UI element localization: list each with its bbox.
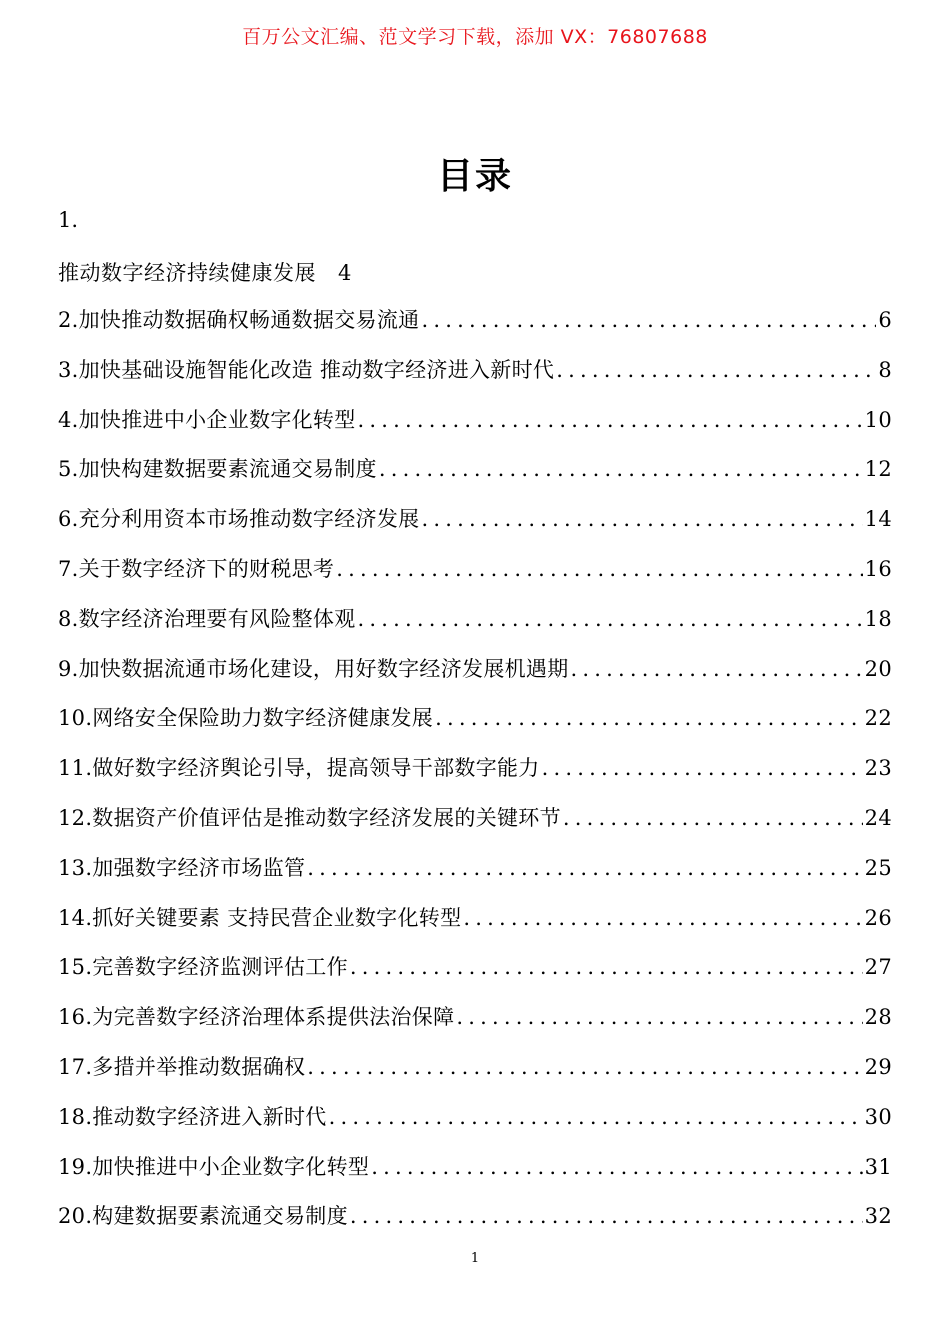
toc-entry-10[interactable] [58,698,892,748]
toc-entry-text: 20.构建数据要素流通交易制度 [58,1204,348,1229]
toc-entry-17[interactable] [58,1047,892,1097]
dot-leader [421,499,862,539]
dot-leader [307,848,862,888]
toc-entry-page: 20 [864,656,892,681]
toc-entry-7[interactable] [58,549,892,599]
dot-leader [435,698,863,738]
toc-entry-page: 30 [864,1104,892,1129]
toc-title: 目录 [436,156,513,197]
toc-entry-2[interactable] [58,300,892,350]
toc-entry-page: 25 [864,855,892,880]
toc-list [58,300,892,1246]
toc-entry-page: 24 [864,805,892,830]
toc-entry-text: 11.做好数字经济舆论引导，提高领导干部数字能力 [58,756,540,781]
toc-entry-text: 17.多措并举推动数据确权 [58,1054,306,1079]
toc-entry-text: 14.抓好关键要素 支持民营企业数字化转型 [58,905,462,930]
toc-entry-text: 2.加快推动数据确权畅通数据交易流通 [58,308,420,332]
dot-leader [350,1196,863,1236]
toc-entry-text: 19.加快推进中小企业数字化转型 [58,1154,370,1179]
dot-leader [463,898,862,938]
toc-entry-1-number: 1. [58,208,79,232]
toc-entry-6[interactable] [58,499,892,549]
toc-entry-9[interactable] [58,649,892,699]
toc-entry-19[interactable] [58,1147,892,1197]
toc-entry-page: 8 [878,357,892,382]
header-watermark: 百万公文汇编、范文学习下载，添加 VX：76807688 [242,26,708,48]
dot-leader [421,300,876,340]
toc-entry-page: 10 [864,407,892,432]
toc-entry-text: 8.数字经济治理要有风险整体观 [58,606,356,631]
toc-entry-text: 7.关于数字经济下的财税思考 [58,556,335,581]
dot-leader [563,798,863,838]
toc-entry-page: 27 [864,955,892,980]
toc-entry-page: 31 [864,1154,892,1179]
toc-entry-page: 12 [864,457,892,482]
toc-entry-text: 18.推动数字经济进入新时代 [58,1104,327,1129]
toc-entry-text: 4.加快推进中小企业数字化转型 [58,407,356,432]
toc-entry-text: 12.数据资产价值评估是推动数字经济发展的关键环节 [58,805,561,830]
toc-entry-13[interactable] [58,848,892,898]
toc-entry-text: 5.加快构建数据要素流通交易制度 [58,457,377,482]
toc-entry-1[interactable] [58,257,352,287]
toc-entry-3[interactable] [58,350,892,400]
toc-entry-4[interactable] [58,400,892,450]
dot-leader [307,1047,862,1087]
toc-entry-16[interactable] [58,997,892,1047]
toc-entry-page: 29 [864,1054,892,1079]
toc-entry-page: 23 [864,756,892,781]
dot-leader [350,947,863,987]
dot-leader [571,649,863,689]
dot-leader [542,748,863,788]
toc-entry-page: 18 [864,606,892,631]
toc-entry-14[interactable] [58,898,892,948]
toc-entry-text: 9.加快数据流通市场化建设，用好数字经济发展机遇期 [58,656,569,681]
toc-entry-page: 14 [864,507,892,532]
toc-entry-12[interactable] [58,798,892,848]
toc-entry-20[interactable] [58,1196,892,1246]
dot-leader [358,599,863,639]
toc-entry-text: 16.为完善数字经济治理体系提供法治保障 [58,1005,455,1030]
dot-leader [371,1147,862,1187]
dot-leader [456,997,862,1037]
toc-entry-15[interactable] [58,947,892,997]
toc-entry-page: 28 [864,1005,892,1030]
toc-entry-1-text: 推动数字经济持续健康发展 [58,261,316,285]
toc-entry-5[interactable] [58,449,892,499]
toc-entry-text: 13.加强数字经济市场监管 [58,855,306,880]
dot-leader [556,350,876,390]
page-number: 1 [470,1251,480,1266]
dot-leader [336,549,862,589]
dot-leader [379,449,863,489]
toc-entry-text: 6.充分利用资本市场推动数字经济发展 [58,507,420,532]
dot-leader [329,1097,863,1137]
toc-entry-1-page: 4 [338,261,352,285]
toc-entry-text: 15.完善数字经济监测评估工作 [58,955,348,980]
toc-entry-text: 10.网络安全保险助力数字经济健康发展 [58,706,434,731]
toc-entry-18[interactable] [58,1097,892,1147]
toc-entry-page: 26 [864,905,892,930]
toc-entry-text: 3.加快基础设施智能化改造 推动数字经济进入新时代 [58,357,555,382]
toc-entry-page: 32 [864,1204,892,1229]
toc-entry-11[interactable] [58,748,892,798]
toc-entry-page: 22 [864,706,892,731]
dot-leader [358,400,863,440]
toc-entry-page: 16 [864,556,892,581]
toc-entry-page: 6 [878,308,892,332]
toc-entry-8[interactable] [58,599,892,649]
